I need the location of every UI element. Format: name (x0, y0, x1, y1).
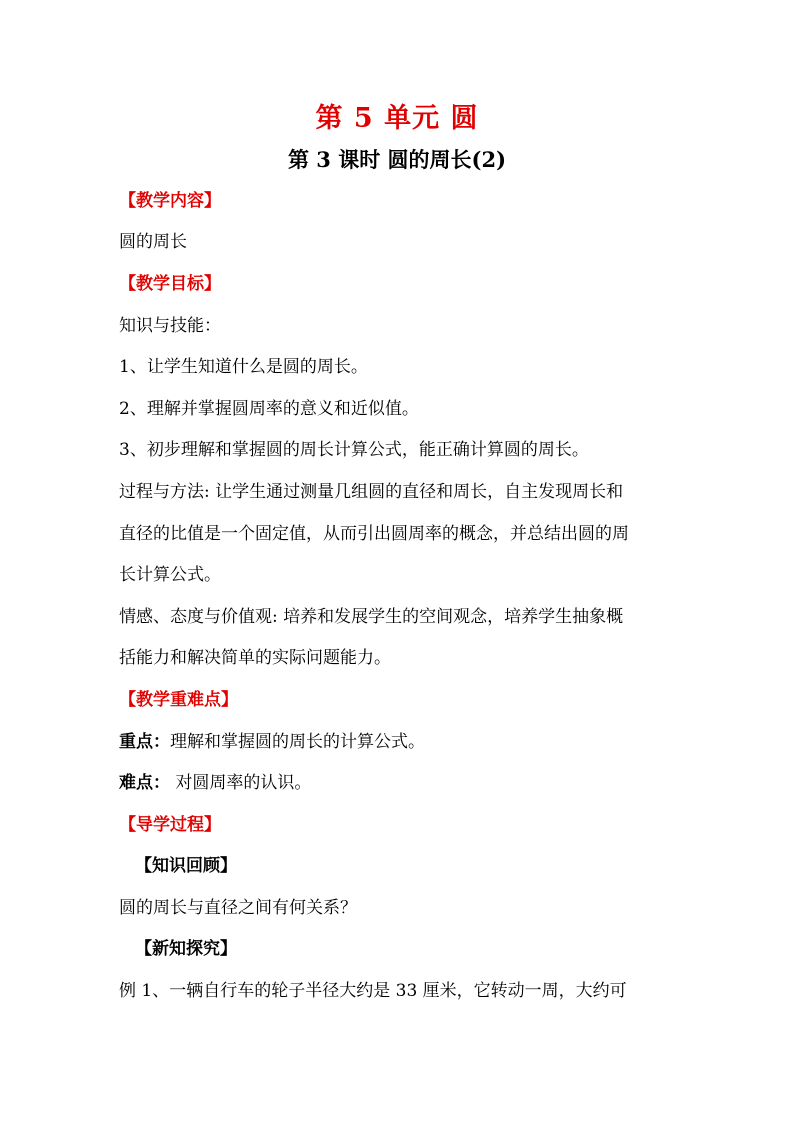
section-heading-goals: 【教学目标】 (119, 274, 221, 294)
process-method-line-2: 直径的比值是一个固定值，从而引出圆周率的概念，并总结出圆的周 (119, 524, 629, 544)
key-point-row (119, 729, 679, 755)
sub-heading-review: 【知识回顾】 (135, 856, 237, 876)
goals-intro: 知识与技能： (119, 316, 221, 336)
goal-item-3: 3、初步理解和掌握圆的周长计算公式，能正确计算圆的周长。 (119, 440, 589, 460)
difficulty-row (119, 770, 679, 796)
process-method-line-3: 长计算公式。 (119, 565, 221, 585)
sub-heading-new-knowledge: 【新知探究】 (135, 939, 237, 959)
difficulty-text: 对圆周率的认识。 (170, 773, 312, 793)
key-point-label: 重点： (119, 732, 170, 752)
goal-item-1: 1、让学生知道什么是圆的周长。 (119, 357, 368, 377)
unit-title: 第 5 单元 圆 (315, 103, 479, 134)
process-method-line-1: 过程与方法: 让学生通过测量几组圆的直径和周长，自主发现周长和 (119, 482, 624, 502)
section-heading-key-points: 【教学重难点】 (119, 690, 238, 710)
attitude-line-1: 情感、态度与价值观: 培养和发展学生的空间观念，培养学生抽象概 (119, 607, 624, 627)
review-question: 圆的周长与直径之间有何关系？ (119, 898, 357, 918)
key-point-text: 理解和掌握圆的周长的计算公式。 (170, 732, 425, 752)
example-1: 例 1、一辆自行车的轮子半径大约是 33 厘米，它转动一周，大约可 (119, 981, 627, 1001)
difficulty-label: 难点： (119, 773, 170, 793)
goal-item-2: 2、理解并掌握圆周率的意义和近似值。 (119, 399, 419, 419)
section-heading-content: 【教学内容】 (119, 191, 221, 211)
attitude-line-2: 括能力和解决简单的实际问题能力。 (119, 648, 391, 668)
content-text: 圆的周长 (119, 232, 187, 252)
section-heading-guided-process: 【导学过程】 (119, 815, 221, 835)
lesson-title: 第 3 课时 圆的周长(2) (287, 147, 507, 172)
